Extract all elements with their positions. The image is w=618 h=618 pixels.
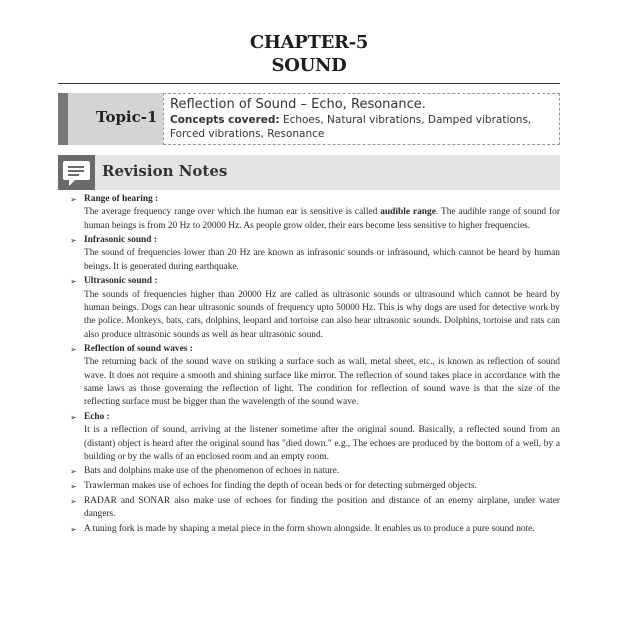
topic-label-box [68,93,163,145]
topic-accent [58,93,68,145]
bullet-text: RADAR and SONAR also make use of echoes for finding the position and distance of an enemy airplane, under water dangers. [84,495,560,519]
note-heading: Reflection of sound waves : [84,344,193,355]
note-text: It is a reflection of sound, arriving at the listener sometime after the original sound. Basically, a reflected sound from an (distant) object is heard after the original sound has "died down." e.g., The echoes are produced by the bottom of a well, by a building or by the walls of an enclosed room and an empty room. [84,425,560,462]
topic-concepts [170,113,553,141]
note-heading: Echo : [84,411,110,422]
note-text [84,206,560,233]
bullet-arrow-icon: ➢ [70,277,77,287]
bullet-arrow-icon: ➢ [70,482,77,492]
bullet-item [70,495,560,522]
notes-body [70,193,560,537]
bullet-arrow-icon: ➢ [70,412,77,422]
concepts-list: Echoes, Natural vibrations, Damped vibrations, Forced vibrations, Resonance [170,114,532,140]
note-heading: Infrasonic sound : [84,235,157,246]
note-text: The returning back of the sound wave on striking a surface such as wall, metal sheet, etc., is known as reflection of sound wave. It does not require a smooth and shining surface like mirror. The reflection of sound takes place in accordance with the same laws as those governing the reflection of light. The condition for reflection of sound wave is that the size of the reflecting surface must be bigger than the wavelength of the sound wave. [84,357,560,408]
bullet-item [70,523,560,536]
note-reflection [70,343,560,409]
bullet-arrow-icon: ➢ [70,345,77,355]
topic-label: Topic-1 [96,108,158,126]
note-ultrasonic [70,275,560,341]
note-text-part: The average frequency range over which the human ear is sensitive is called [84,207,381,218]
bullet-arrow-icon: ➢ [70,524,77,534]
note-text-part: . The audible range of sound for human beings is from 20 Hz to 20000 Hz. As people grow older, their ears become less sensitive to higher frequencies. [84,207,560,231]
chapter-number: CHAPTER-5 [249,32,369,53]
bullet-text: Bats and dolphins make use of the phenomenon of echoes in nature. [84,466,340,477]
topic-title: Reflection of Sound – Echo, Resonance. [170,97,426,112]
bullet-text: Trawlerman makes use of echoes for finding the depth of ocean beds or for detecting submerged objects. [84,481,477,492]
topic-details [163,93,560,145]
note-infrasonic [70,234,560,274]
bullet-item [70,480,560,493]
bullet-arrow-icon: ➢ [70,195,77,204]
divider [58,83,560,84]
note-text: The sounds of frequencies higher than 20000 Hz are called as ultrasonic sounds or ultrasound which cannot be heard by human beings. Dogs can hear ultrasonic sounds of frequency upto 50000 Hz. This is why dogs are used for detective work by the police. Monkeys, bats, cats, dolphins, leopard and tortoise can also hear ultrasonic sounds. Dolphins, tortoise and rats can also produce ultrasonic sounds as well as hear ultrasonic sound. [84,289,560,340]
bullet-arrow-icon: ➢ [70,496,77,506]
note-range-of-hearing [70,193,560,233]
revision-notes-title: Revision Notes [102,162,228,180]
bullet-item [70,465,560,478]
note-heading: Ultrasonic sound : [84,276,158,287]
note-text: The sound of frequencies lower than 20 Hz are known as infrasonic sounds or infrasound, which cannot be heard by human beings. It is generated during earthquake. [84,248,560,272]
bullet-arrow-icon: ➢ [70,467,77,477]
revision-notes-header [58,155,560,190]
note-echo [70,411,560,464]
note-heading: Range of hearing : [84,194,159,204]
topic-header [58,93,560,145]
speech-bubble-icon [58,155,95,190]
chapter-title: SOUND [271,55,347,76]
bullet-text: A tuning fork is made by shaping a metal piece in the form shown alongside. It enables us to produce a pure sound note. [84,523,535,534]
concepts-label: Concepts covered: [170,114,280,126]
term-audible-range: audible range [380,207,436,218]
bullet-arrow-icon: ➢ [70,236,77,246]
